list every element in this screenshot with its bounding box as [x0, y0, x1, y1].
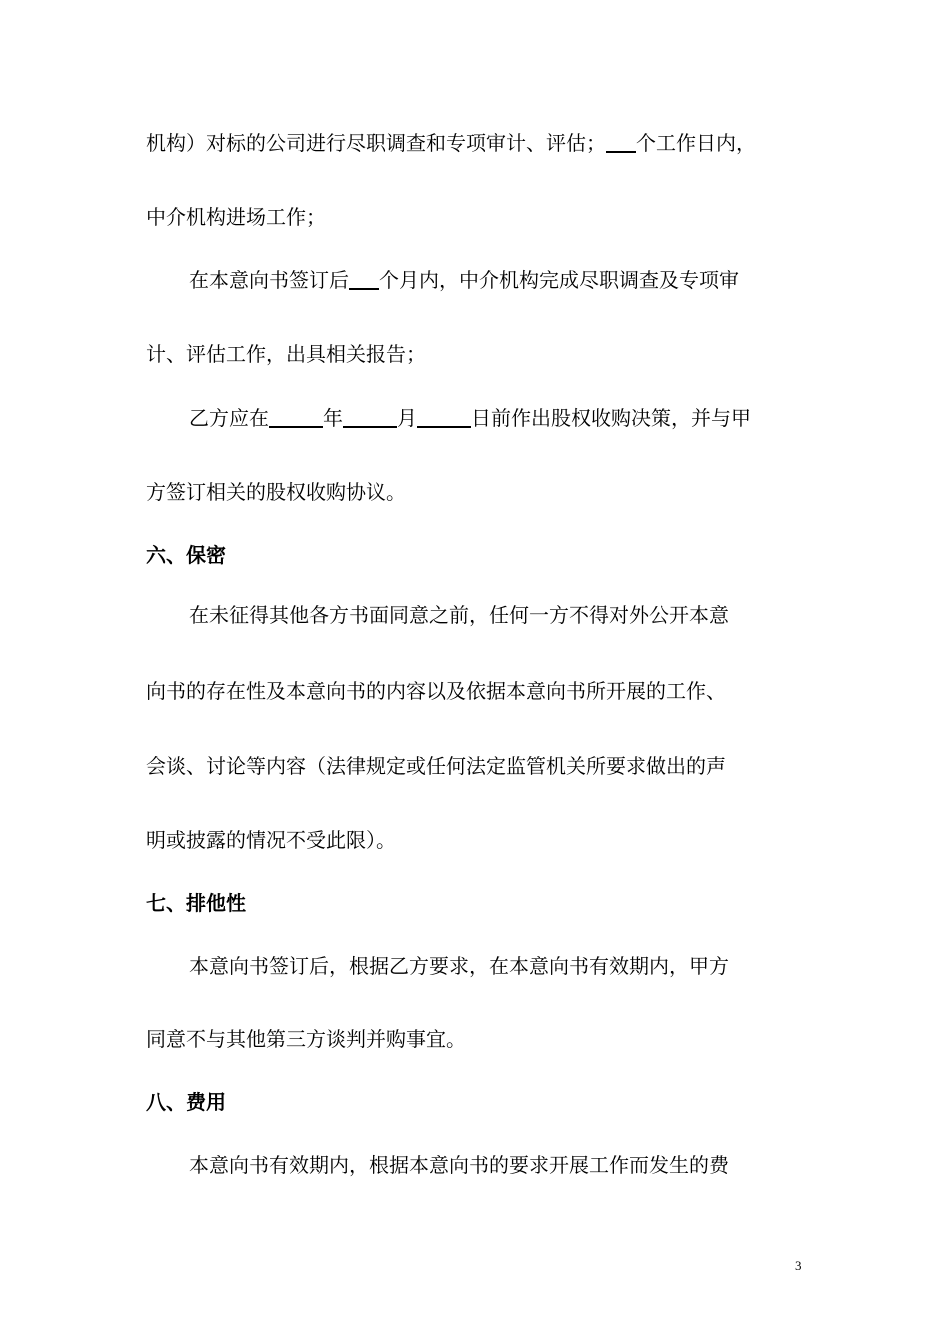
- page-number: 3: [795, 1258, 802, 1273]
- text-segment: 机构）对标的公司进行尽职调查和专项审计、评估；: [146, 131, 606, 155]
- blank-field: [269, 406, 323, 428]
- text-line: 向书的存在性及本意向书的内容以及依据本意向书所开展的工作、: [146, 679, 726, 703]
- text-line: 中介机构进场工作；: [146, 205, 326, 229]
- text-line: [189, 268, 739, 292]
- text-line: [146, 131, 756, 155]
- blank-field: [417, 406, 471, 428]
- text-segment: 月: [397, 406, 417, 430]
- text-segment: 个工作日内，: [636, 131, 756, 155]
- text-line: 本意向书签订后，根据乙方要求，在本意向书有效期内，甲方: [189, 954, 729, 978]
- text-line: 方签订相关的股权收购协议。: [146, 480, 406, 504]
- text-segment: 年: [323, 406, 343, 430]
- text-line: 在未征得其他各方书面同意之前，任何一方不得对外公开本意: [189, 603, 729, 627]
- blank-field: [606, 131, 636, 153]
- text-line: 计、评估工作，出具相关报告；: [146, 342, 426, 366]
- text-line: [189, 406, 751, 430]
- text-segment: 日前作出股权收购决策，并与甲: [471, 406, 751, 430]
- text-line: 会谈、讨论等内容（法律规定或任何法定监管机关所要求做出的声: [146, 754, 726, 778]
- section-heading: 六、保密: [146, 543, 226, 567]
- blank-field: [349, 268, 379, 290]
- text-segment: 个月内，中介机构完成尽职调查及专项审: [379, 268, 739, 292]
- text-line: 本意向书有效期内，根据本意向书的要求开展工作而发生的费: [189, 1153, 729, 1177]
- text-line: 明或披露的情况不受此限）。: [146, 828, 396, 852]
- section-heading: 八、费用: [146, 1090, 226, 1114]
- blank-field: [343, 406, 397, 428]
- text-segment: 在本意向书签订后: [189, 268, 349, 292]
- section-heading: 七、排他性: [146, 891, 246, 915]
- text-line: 同意不与其他第三方谈判并购事宜。: [146, 1027, 466, 1051]
- text-segment: 乙方应在: [189, 406, 269, 430]
